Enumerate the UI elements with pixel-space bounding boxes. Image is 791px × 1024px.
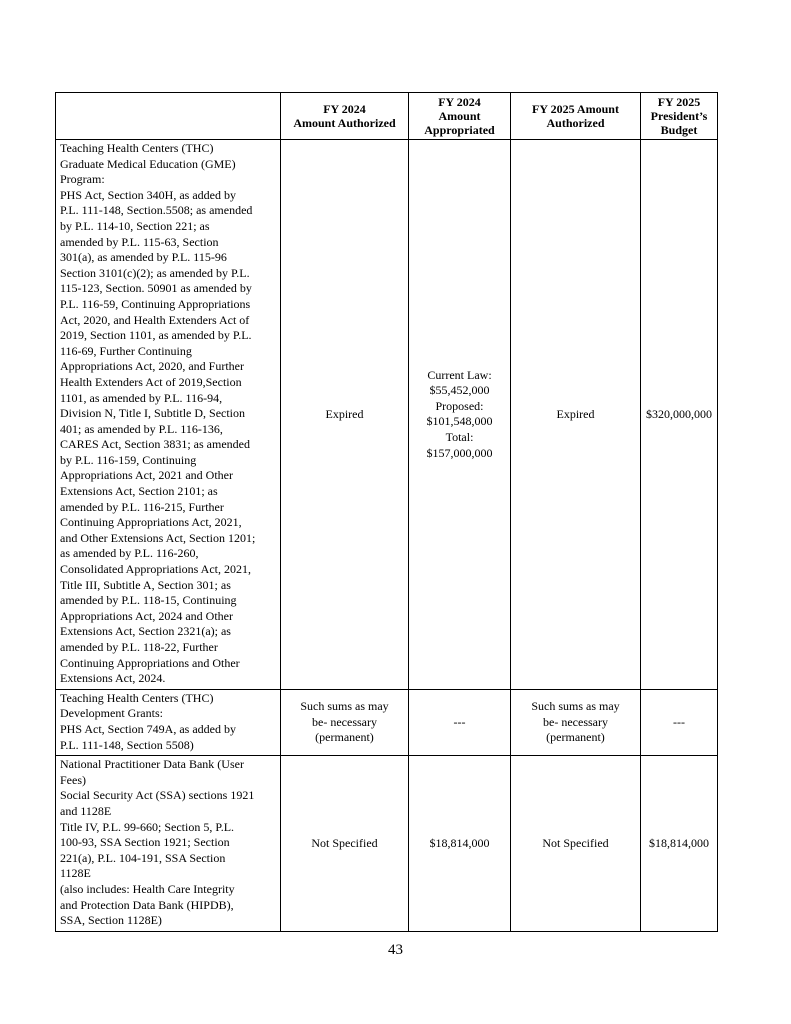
fy2024-appropriated-cell bbox=[409, 756, 511, 932]
cell-text-line: $18,814,000 bbox=[649, 835, 709, 850]
fy2025-budget-cell bbox=[641, 140, 718, 690]
cell-text-line: Such sums as may bbox=[300, 699, 389, 714]
header-row bbox=[56, 93, 718, 140]
cell-text-line: by P.L. 116-159, Continuing bbox=[60, 452, 197, 467]
cell-text-line: 1101, as amended by P.L. 116-94, bbox=[60, 390, 223, 405]
cell-text-line: P.L. 111-148, Section 5508) bbox=[60, 737, 194, 752]
cell-text-line: (permanent) bbox=[546, 730, 605, 745]
cell-text-line: $320,000,000 bbox=[646, 406, 712, 421]
cell-text-line: (permanent) bbox=[315, 730, 374, 745]
program-cell bbox=[56, 140, 281, 690]
authorization-table bbox=[55, 92, 718, 932]
table-row bbox=[56, 140, 718, 690]
fy2025-authorized-cell bbox=[511, 689, 641, 755]
fy2025-budget-cell bbox=[641, 756, 718, 932]
cell-text-line: 301(a), as amended by P.L. 115-96 bbox=[60, 250, 227, 265]
cell-text-line: 100-93, SSA Section 1921; Section bbox=[60, 835, 230, 850]
cell-text-line: 401; as amended by P.L. 116-136, bbox=[60, 421, 223, 436]
cell-text-line: Not Specified bbox=[542, 835, 609, 850]
header-fy2025-budget: FY 2025 President’s Budget bbox=[641, 93, 718, 140]
cell-text-line: Continuing Appropriations Act, 2021, bbox=[60, 515, 242, 530]
cell-text-line: Extensions Act, Section 2101; as bbox=[60, 484, 218, 499]
header-fy2024-appropriated: FY 2024 Amount Appropriated bbox=[409, 93, 511, 140]
cell-text-line: Consolidated Appropriations Act, 2021, bbox=[60, 562, 251, 577]
cell-text-line: amended by P.L. 118-22, Further bbox=[60, 640, 218, 654]
cell-text-line: P.L. 116-59, Continuing Appropriations bbox=[60, 296, 251, 311]
cell-text-line: amended by P.L. 115-63, Section bbox=[60, 234, 219, 249]
cell-text-line: and 1128E bbox=[60, 803, 112, 818]
cell-text-line: be- necessary bbox=[543, 714, 608, 729]
cell-text-line: Teaching Health Centers (THC) bbox=[60, 690, 214, 705]
fy2025-budget-cell bbox=[641, 689, 718, 755]
fy2025-authorized-cell bbox=[511, 756, 641, 932]
table-row bbox=[56, 756, 718, 932]
cell-text-line: Expired bbox=[556, 406, 595, 421]
cell-text-line: Title IV, P.L. 99-660; Section 5, P.L. bbox=[60, 819, 235, 834]
cell-text-line: PHS Act, Section 749A, as added by bbox=[60, 721, 236, 736]
cell-text-line: Appropriations Act, 2020, and Further bbox=[60, 359, 244, 374]
cell-text-line: --- bbox=[673, 714, 685, 729]
cell-text-line: Development Grants: bbox=[60, 706, 163, 721]
cell-text-line: 1128E bbox=[60, 866, 91, 881]
cell-text-line: 116-69, Further Continuing bbox=[60, 343, 192, 358]
cell-text-line: Act, 2020, and Health Extenders Act of bbox=[60, 312, 250, 327]
cell-text-line: Health Extenders Act of 2019,Section bbox=[60, 374, 242, 389]
header-fy2024-authorized: FY 2024 Amount Authorized bbox=[281, 93, 409, 140]
cell-text-line: Title III, Subtitle A, Section 301; as bbox=[60, 577, 231, 592]
cell-text-line: as amended by P.L. 116-260, bbox=[60, 546, 199, 561]
cell-text-line: Social Security Act (SSA) sections 1921 bbox=[60, 788, 255, 803]
cell-text-line: Total: bbox=[445, 429, 474, 444]
cell-text-line: $18,814,000 bbox=[429, 835, 490, 850]
cell-text-line: Appropriations Act, 2024 and Other bbox=[60, 608, 233, 623]
cell-text-line: Teaching Health Centers (THC) bbox=[60, 141, 214, 155]
cell-text-line: 2019, Section 1101, as amended by P.L. bbox=[60, 328, 252, 343]
fy2024-appropriated-cell bbox=[409, 140, 511, 690]
cell-text-line: Program: bbox=[60, 172, 105, 187]
cell-text-line: Proposed: bbox=[435, 398, 484, 413]
fy2024-appropriated-cell bbox=[409, 689, 511, 755]
cell-text-line: Extensions Act, 2024. bbox=[60, 671, 166, 686]
cell-text-line: Expired bbox=[325, 406, 364, 421]
fy2024-authorized-cell bbox=[281, 756, 409, 932]
program-cell bbox=[56, 756, 281, 932]
cell-text-line: and Protection Data Bank (HIPDB), bbox=[60, 897, 234, 912]
header-fy2025-authorized: FY 2025 Amount Authorized bbox=[511, 93, 641, 140]
cell-text-line: $55,452,000 bbox=[429, 383, 490, 398]
cell-text-line: Appropriations Act, 2021 and Other bbox=[60, 468, 233, 483]
cell-text-line: National Practitioner Data Bank (User bbox=[60, 757, 244, 772]
cell-text-line: Graduate Medical Education (GME) bbox=[60, 156, 236, 171]
cell-text-line: by P.L. 114-10, Section 221; as bbox=[60, 218, 210, 233]
page-number: 43 bbox=[388, 942, 403, 958]
cell-text-line: Extensions Act, Section 2321(a); as bbox=[60, 624, 231, 639]
cell-text-line: P.L. 111-148, Section.5508; as amended bbox=[60, 203, 253, 218]
cell-text-line: (also includes: Health Care Integrity bbox=[60, 881, 235, 896]
fy2025-authorized-cell bbox=[511, 140, 641, 690]
cell-text-line: Fees) bbox=[60, 772, 86, 787]
cell-text-line: SSA, Section 1128E) bbox=[60, 913, 162, 928]
cell-text-line: PHS Act, Section 340H, as added by bbox=[60, 187, 236, 202]
cell-text-line: Continuing Appropriations and Other bbox=[60, 655, 240, 670]
table-row bbox=[56, 689, 718, 755]
cell-text-line: Not Specified bbox=[311, 835, 378, 850]
cell-text-line: $157,000,000 bbox=[426, 445, 493, 460]
cell-text-line: CARES Act, Section 3831; as amended bbox=[60, 437, 250, 452]
fy2024-authorized-cell bbox=[281, 140, 409, 690]
cell-text-line: amended by P.L. 118-15, Continuing bbox=[60, 593, 237, 608]
cell-text-line: and Other Extensions Act, Section 1201; bbox=[60, 530, 256, 545]
cell-text-line: 115-123, Section. 50901 as amended by bbox=[60, 281, 252, 296]
cell-text-line: Such sums as may bbox=[531, 699, 620, 714]
header-program bbox=[56, 93, 281, 140]
fy2024-authorized-cell bbox=[281, 689, 409, 755]
cell-text-line: be- necessary bbox=[312, 714, 377, 729]
cell-text-line: Current Law: bbox=[427, 367, 492, 382]
cell-text-line: Section 3101(c)(2); as amended by P.L. bbox=[60, 265, 250, 280]
cell-text-line: --- bbox=[453, 714, 466, 729]
cell-text-line: $101,548,000 bbox=[426, 414, 493, 429]
cell-text-line: Division N, Title I, Subtitle D, Section bbox=[60, 406, 246, 421]
cell-text-line: amended by P.L. 116-215, Further bbox=[60, 499, 224, 514]
cell-text-line: 221(a), P.L. 104-191, SSA Section bbox=[60, 850, 226, 865]
program-cell bbox=[56, 689, 281, 755]
